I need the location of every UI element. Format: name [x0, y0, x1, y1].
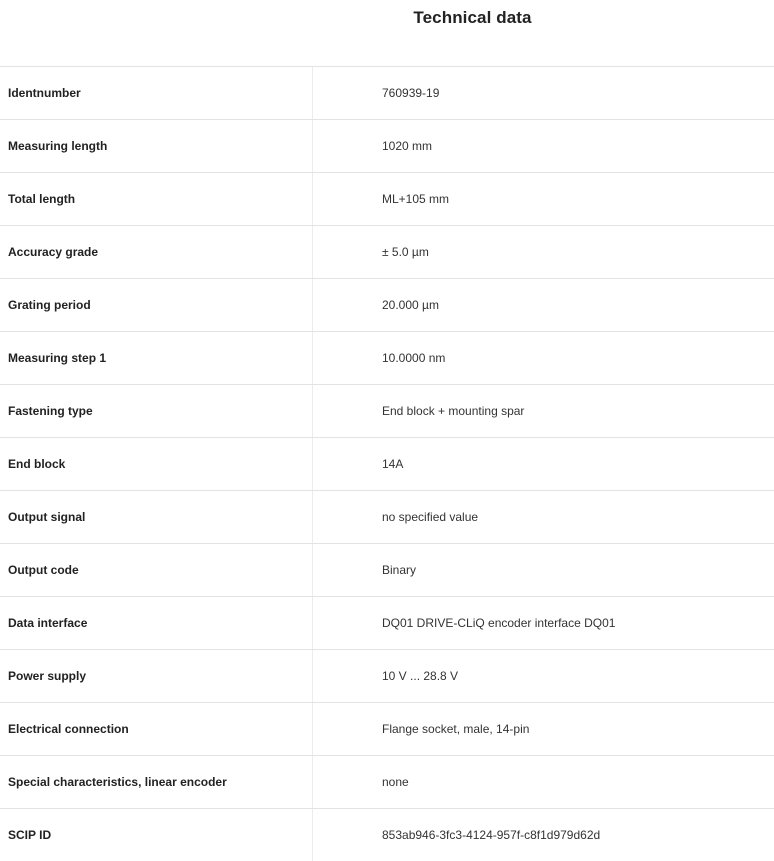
table-row — [0, 597, 774, 650]
table-row — [0, 67, 774, 120]
table-row — [0, 438, 774, 491]
table-row — [0, 544, 774, 597]
row-label: Measuring length — [0, 120, 313, 172]
page-title: Technical data — [413, 8, 532, 27]
row-label: Accuracy grade — [0, 226, 313, 278]
row-label: Output code — [0, 544, 313, 596]
row-value: 20.000 µm — [382, 298, 439, 312]
table-row — [0, 809, 774, 861]
row-value: 14A — [382, 457, 404, 471]
row-label: Total length — [0, 173, 313, 225]
row-label: Identnumber — [0, 67, 313, 119]
row-value: none — [382, 775, 409, 789]
table-row — [0, 385, 774, 438]
row-label: SCIP ID — [0, 809, 313, 861]
table-row — [0, 279, 774, 332]
table-row — [0, 120, 774, 173]
row-value: 853ab946-3fc3-4124-957f-c8f1d979d62d — [382, 828, 601, 842]
row-label: Fastening type — [0, 385, 313, 437]
row-label: Electrical connection — [0, 703, 313, 755]
table-row — [0, 756, 774, 809]
row-label: Data interface — [0, 597, 313, 649]
table-row — [0, 650, 774, 703]
row-value: Binary — [382, 563, 417, 577]
row-label: End block — [0, 438, 313, 490]
row-label: Output signal — [0, 491, 313, 543]
table-row — [0, 226, 774, 279]
row-value: DQ01 DRIVE-CLiQ encoder interface DQ01 — [382, 616, 616, 630]
row-value: no specified value — [382, 510, 479, 524]
row-value: ML+105 mm — [382, 192, 450, 206]
technical-data-table — [0, 66, 774, 861]
row-value: 10 V ... 28.8 V — [382, 669, 459, 683]
row-value: Flange socket, male, 14-pin — [382, 722, 530, 736]
table-row — [0, 491, 774, 544]
row-value: 760939-19 — [382, 86, 440, 100]
table-row — [0, 703, 774, 756]
row-label: Measuring step 1 — [0, 332, 313, 384]
row-label: Grating period — [0, 279, 313, 331]
row-label: Power supply — [0, 650, 313, 702]
row-value: ± 5.0 µm — [382, 245, 429, 259]
row-value: 10.0000 nm — [382, 351, 446, 365]
row-value: End block + mounting spar — [382, 404, 525, 418]
row-label: Special characteristics, linear encoder — [0, 756, 313, 808]
row-value: 1020 mm — [382, 139, 433, 153]
table-row — [0, 332, 774, 385]
table-row — [0, 173, 774, 226]
